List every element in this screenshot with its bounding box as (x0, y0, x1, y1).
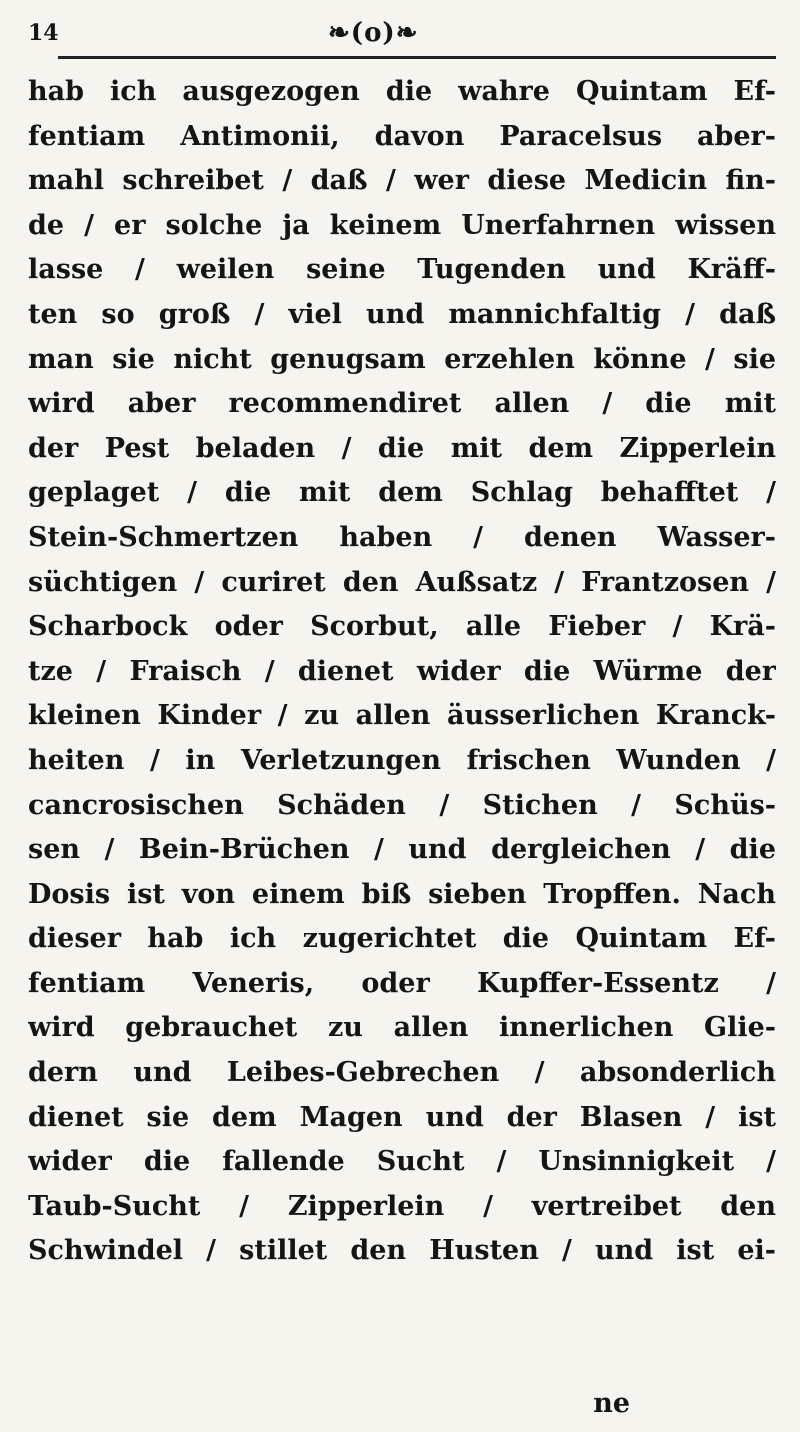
text-line: fentiam Antimonii, davon Paracelsus aber- (28, 120, 776, 152)
text-line: ten so groß / viel und mannichfaltig / daß (28, 298, 776, 330)
page-header (28, 8, 776, 64)
text-line: de / er solche ja keinem Unerfahrnen wissen (28, 209, 776, 241)
text-line: man sie nicht genugsam erzehlen könne / sie (28, 343, 776, 375)
catchword: ne (593, 1388, 630, 1419)
text-line: Taub-Sucht / Zipperlein / vertreibet den (28, 1190, 776, 1222)
page-number: 14 (28, 20, 59, 46)
header-rule (58, 56, 776, 59)
text-line: lasse / weilen seine Tugenden und Kräff- (28, 254, 776, 286)
text-line: Scharbock oder Scorbut, alle Fieber / Krä- (28, 611, 776, 643)
text-line: cancrosischen Schäden / Stichen / Schüs- (28, 789, 776, 821)
text-line: heiten / in Verletzungen frischen Wunden / (28, 744, 776, 776)
text-line: Schwindel / stillet den Husten / und ist ei- (28, 1235, 776, 1267)
text-line: fentiam Veneris, oder Kupffer-Essentz / (28, 967, 776, 999)
text-line: Stein-Schmertzen haben / denen Wasser- (28, 521, 776, 553)
text-line: mahl schreibet / daß / wer diese Medicin fin- (28, 165, 776, 197)
text-line: dern und Leibes-Gebrechen / absonderlich (28, 1057, 776, 1089)
text-line: Dosis ist von einem biß sieben Tropffen. Nach (28, 878, 776, 910)
text-line: hab ich ausgezogen die wahre Quintam Ef- (28, 76, 776, 107)
text-line: wider die fallende Sucht / Unsinnigkeit / (28, 1146, 776, 1178)
text-line: tze / Fraisch / dienet wider die Würme der (28, 655, 776, 687)
header-ornament: ❧(o)❧ (328, 18, 419, 48)
text-line: dieser hab ich zugerichtet die Quintam Ef- (28, 923, 776, 955)
text-line: wird gebrauchet zu allen innerlichen Glie- (28, 1012, 776, 1044)
text-line: süchtigen / curiret den Außsatz / Frantzosen / (28, 566, 776, 598)
text-line: kleinen Kinder / zu allen äusserlichen Kranck- (28, 700, 776, 732)
text-line: der Pest beladen / die mit dem Zipperlein (28, 432, 776, 464)
text-line: dienet sie dem Magen und der Blasen / ist (28, 1101, 776, 1133)
body-text (28, 70, 776, 1274)
text-line: geplaget / die mit dem Schlag behafftet / (28, 477, 776, 509)
text-line: wird aber recommendiret allen / die mit (28, 388, 776, 420)
text-line: sen / Bein-Brüchen / und dergleichen / die (28, 834, 776, 866)
